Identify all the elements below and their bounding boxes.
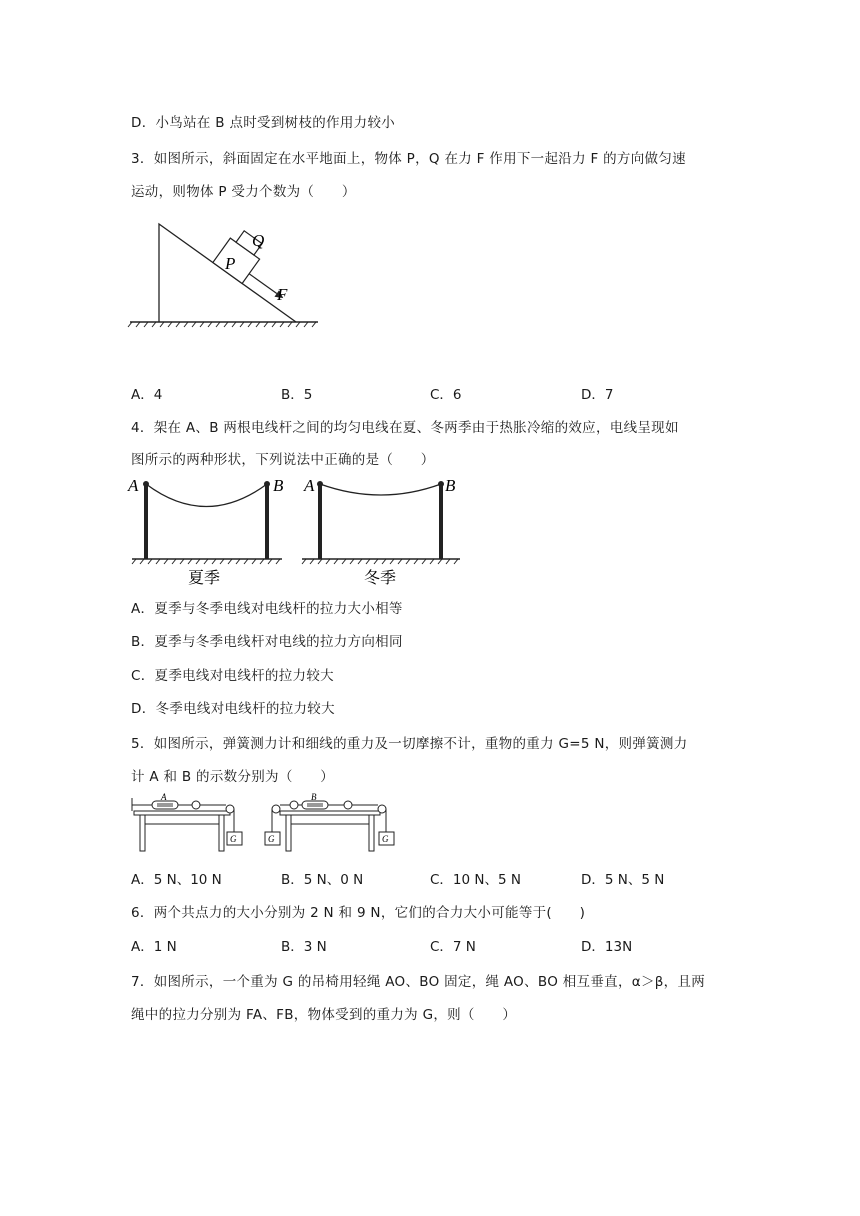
q4-summer-label-a: A — [128, 476, 139, 495]
q6-option-d: D．13N — [581, 939, 633, 955]
q4-caption-summer: 夏季 — [188, 568, 221, 587]
q5-option-a: A．5 N、10 N — [131, 872, 222, 888]
q5-option-b: B．5 N、0 N — [281, 872, 364, 888]
q7-stem-line2: 绳中的拉力分别为 FA、FB，物体受到的重力为 G，则（ ） — [131, 1007, 517, 1023]
q3-stem-line1: 3．如图所示，斜面固定在水平地面上，物体 P，Q 在力 F 作用下一起沿力 F 的方向做匀速 — [131, 151, 686, 167]
q5-stem-line1: 5．如图所示，弹簧测力计和细线的重力及一切摩擦不计，重物的重力 G=5 N，则弹簧测力 — [131, 736, 688, 752]
q3-option-c: C．6 — [430, 387, 462, 403]
q7-stem-line1: 7．如图所示，一个重为 G 的吊椅用轻绳 AO、BO 固定，绳 AO、BO 相互垂直，α＞β，且两 — [131, 974, 706, 990]
q5-right-weight-label-1: G — [268, 834, 275, 844]
q5-label-b: B — [311, 792, 317, 802]
q3-label-f: F — [277, 285, 288, 304]
q5-stem-line2: 计 A 和 B 的示数分别为（ ） — [131, 769, 335, 785]
q4-power-line-figure — [126, 474, 471, 589]
q5-left-weight-label: G — [230, 834, 237, 844]
q4-option-a: A．夏季与冬季电线对电线杆的拉力大小相等 — [131, 601, 403, 617]
q4-stem-line1: 4．架在 A、B 两根电线杆之间的均匀电线在夏、冬两季由于热胀冷缩的效应，电线呈现如 — [131, 420, 679, 436]
q3-label-q: Q — [252, 231, 265, 250]
q6-option-c: C．7 N — [430, 939, 476, 955]
q3-option-b: B．5 — [281, 387, 313, 403]
q6-option-a: A．1 N — [131, 939, 177, 955]
q3-stem-line2: 运动，则物体 P 受力个数为（ ） — [131, 184, 356, 200]
q6-option-b: B．3 N — [281, 939, 327, 955]
q3-option-d: D．7 — [581, 387, 614, 403]
q4-option-d: D．冬季电线对电线杆的拉力较大 — [131, 701, 335, 717]
q4-winter-label-b: B — [445, 476, 456, 495]
q5-option-c: C．10 N、5 N — [430, 872, 521, 888]
q5-label-a: A — [161, 792, 167, 802]
q4-summer-label-b: B — [273, 476, 284, 495]
q4-stem-line2: 图所示的两种形状，下列说法中正确的是（ ） — [131, 452, 435, 468]
q4-option-c: C．夏季电线对电线杆的拉力较大 — [131, 668, 334, 684]
q3-label-p: P — [225, 254, 236, 273]
q4-winter-label-a: A — [304, 476, 315, 495]
q6-stem: 6．两个共点力的大小分别为 2 N 和 9 N，它们的合力大小可能等于( ) — [131, 905, 586, 921]
q5-option-d: D．5 N、5 N — [581, 872, 665, 888]
q4-option-b: B．夏季与冬季电线杆对电线的拉力方向相同 — [131, 634, 403, 650]
q3-option-a: A．4 — [131, 387, 163, 403]
q3-incline-figure — [128, 218, 323, 328]
prev-option-d: D．小鸟站在 B 点时受到树枝的作用力较小 — [131, 115, 396, 131]
q5-right-weight-label-2: G — [382, 834, 389, 844]
q5-spring-scale-figure — [130, 794, 400, 854]
q4-caption-winter: 冬季 — [364, 568, 397, 587]
